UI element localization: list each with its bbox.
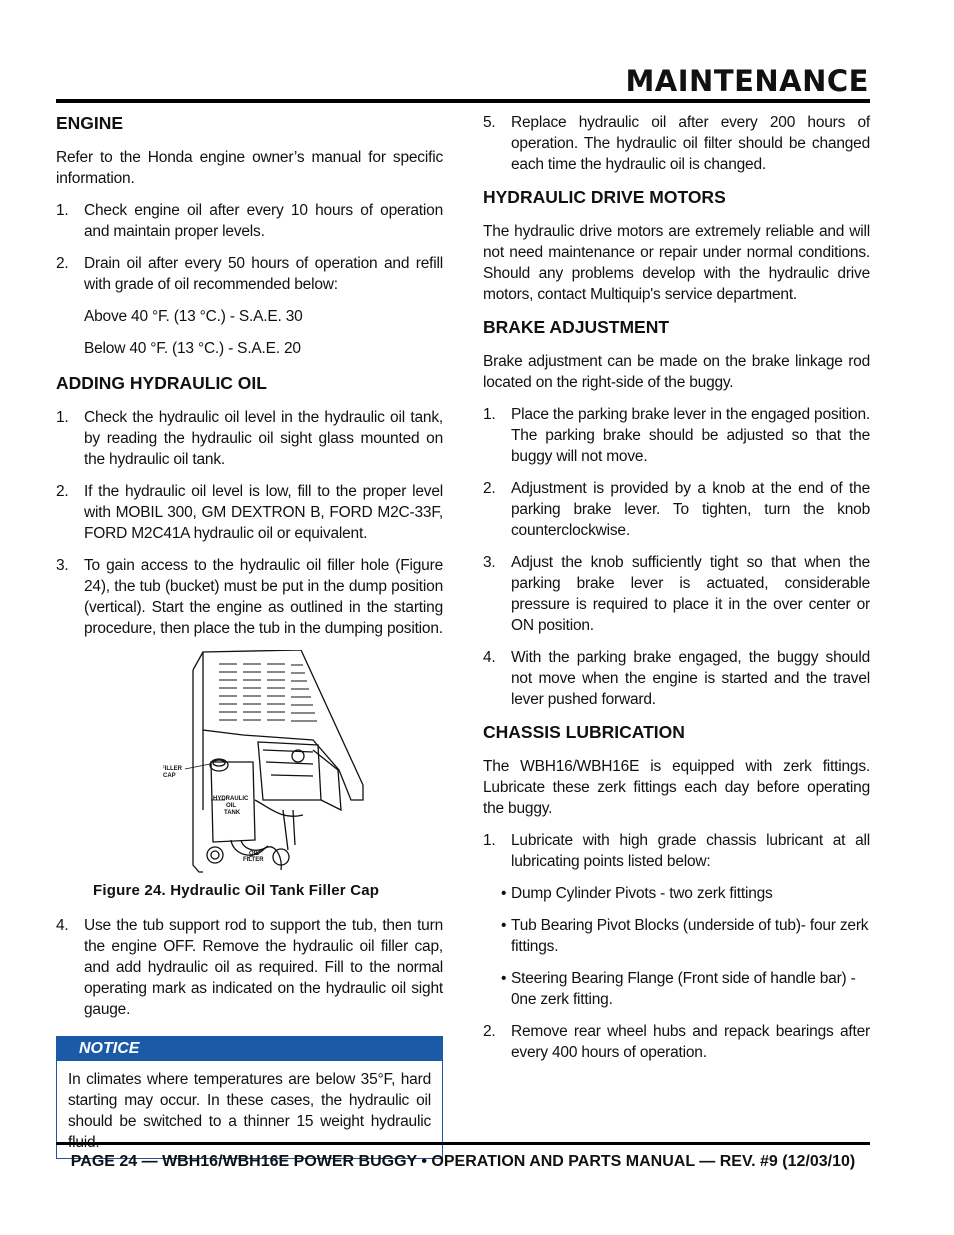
- notice-title: NOTICE: [57, 1037, 442, 1061]
- item-number: 3.: [56, 557, 69, 574]
- item-number: 2.: [483, 1023, 496, 1040]
- item-text: Adjustment is provided by a knob at the end of the parking brake lever. To tighten, turn the knob counterclockwise.: [511, 480, 870, 539]
- list-item: [56, 481, 443, 544]
- page-footer: PAGE 24 — WBH16/WBH16E POWER BUGGY • OPERATION AND PARTS MANUAL — REV. #9 (12/03/10): [70, 1153, 856, 1170]
- label-filler-cap-1: FILLER: [163, 766, 182, 772]
- label-tank-3: TANK: [224, 810, 241, 816]
- left-column: [56, 112, 443, 1159]
- item-number: 1.: [56, 202, 69, 219]
- list-item: [483, 404, 870, 467]
- list-item: [56, 555, 443, 639]
- footer-rule: [56, 1142, 870, 1145]
- item-text: Replace hydraulic oil after every 200 hours of operation. The hydraulic oil filter should be changed each time the hydraulic oil is changed.: [511, 114, 870, 173]
- item-number: 1.: [483, 832, 496, 849]
- item-text: Lubricate with high grade chassis lubricant at all lubricating points listed below:: [511, 832, 870, 870]
- list-item: [483, 552, 870, 636]
- item-number: 1.: [56, 409, 69, 426]
- section-heading-engine: ENGINE: [56, 113, 124, 133]
- item-number: 3.: [483, 554, 496, 571]
- list-item: [56, 200, 443, 242]
- bullet-text: Tub Bearing Pivot Blocks (underside of tub)- four zerk fittings.: [511, 917, 869, 955]
- item-number: 2.: [56, 483, 69, 500]
- item-text: To gain access to the hydraulic oil filler hole (Figure 24), the tub (bucket) must be put in the dump position (vertical). Start the engine as outlined in the starting procedure, then place the tub in the dumping position.: [84, 557, 443, 637]
- section-heading-brake-adjustment: BRAKE ADJUSTMENT: [483, 317, 670, 337]
- bullet-icon: •: [501, 970, 507, 987]
- label-filter-2: FILTER: [243, 857, 264, 863]
- item-text: Check engine oil after every 10 hours of operation and maintain proper levels.: [84, 202, 443, 240]
- item-number: 4.: [483, 649, 496, 666]
- oil-grade-below: Below 40 °F. (13 °C.) - S.A.E. 20: [84, 340, 301, 357]
- list-item: [56, 253, 443, 295]
- brake-intro: Brake adjustment can be made on the brake linkage rod located on the right-side of the buggy.: [483, 353, 870, 391]
- item-number: 5.: [483, 114, 496, 131]
- chassis-intro: The WBH16/WBH16E is equipped with zerk fittings. Lubricate these zerk fittings each day before operating the buggy.: [483, 758, 870, 817]
- item-text: Check the hydraulic oil level in the hydraulic oil tank, by reading the hydraulic oil sight glass mounted on the hydraulic oil tank.: [84, 409, 443, 468]
- list-item: [483, 112, 870, 175]
- bullet-text: Steering Bearing Flange (Front side of handle bar) - 0ne zerk fitting.: [511, 970, 856, 1008]
- section-heading-hydraulic-drive-motors: HYDRAULIC DRIVE MOTORS: [483, 187, 726, 207]
- label-filter-1: OIL: [249, 851, 259, 857]
- list-item: [56, 915, 443, 1020]
- list-item: [483, 478, 870, 541]
- list-item: [483, 647, 870, 710]
- notice-box: [56, 1036, 443, 1159]
- list-item: [483, 1021, 870, 1063]
- motors-text: The hydraulic drive motors are extremely reliable and will not need maintenance or repair under normal conditions. Should any problems develop with the hydraulic drive motors, contact Multiquip's service department.: [483, 223, 870, 303]
- page-title: MAINTENANCE: [625, 64, 869, 98]
- item-number: 2.: [483, 480, 496, 497]
- bullet-icon: •: [501, 885, 507, 902]
- bullet-icon: •: [501, 917, 507, 934]
- bullet-item: [501, 915, 870, 957]
- oil-grade-above: Above 40 °F. (13 °C.) - S.A.E. 30: [84, 308, 303, 325]
- header-rule: [56, 99, 870, 103]
- item-text: Place the parking brake lever in the engaged position. The parking brake should be adjusted so that the buggy will not move.: [511, 406, 870, 465]
- notice-text: In climates where temperatures are below 35°F, hard starting may occur. In these cases, the hydraulic oil should be switched to a thinner 15 weight hydraulic: [68, 1071, 431, 1130]
- item-number: 4.: [56, 917, 69, 934]
- item-text: Use the tub support rod to support the tub, then turn the engine OFF. Remove the hydraulic oil filler cap, and add hydraulic oil as required. Fill to the normal operating mark as indicated on the hydraulic oil sight gauge.: [84, 917, 443, 1018]
- section-heading-chassis-lubrication: CHASSIS LUBRICATION: [483, 722, 685, 742]
- right-column: [483, 112, 870, 1074]
- figure-hydraulic-oil-tank: [163, 650, 365, 880]
- label-filler-cap-2: CAP: [163, 773, 176, 779]
- figure-caption: Figure 24. Hydraulic Oil Tank Filler Cap: [93, 882, 380, 899]
- bullet-text: Dump Cylinder Pivots - two zerk fittings: [511, 885, 773, 902]
- item-number: 1.: [483, 406, 496, 423]
- list-item: [56, 407, 443, 470]
- label-tank-2: OIL: [226, 803, 236, 809]
- item-text: Adjust the knob sufficiently tight so that when the parking brake lever is actuated, considerable pressure is required to place it in the over center or ON position.: [511, 554, 870, 634]
- section-heading-adding-hydraulic-oil: ADDING HYDRAULIC OIL: [56, 373, 267, 393]
- item-text: Remove rear wheel hubs and repack bearings after every 400 hours of operation.: [511, 1023, 870, 1061]
- bullet-item: [501, 883, 870, 904]
- item-text: With the parking brake engaged, the buggy should not move when the engine is started and the travel lever pushed forward.: [511, 649, 870, 708]
- list-item: [483, 830, 870, 872]
- engine-intro: Refer to the Honda engine owner’s manual for specific information.: [56, 149, 443, 187]
- item-number: 2.: [56, 255, 69, 272]
- bullet-item: [501, 968, 870, 1010]
- hydraulic-tank-illustration: [163, 650, 365, 880]
- item-text: Drain oil after every 50 hours of operation and refill with grade of oil recommended below:: [84, 255, 443, 293]
- label-tank-1: HYDRAULIC: [213, 796, 249, 802]
- item-text: If the hydraulic oil level is low, fill to the proper level with MOBIL 300, GM DEXTRON B, FORD M2C-33F, FORD M2C41A hydraulic oil or equivalent.: [84, 483, 443, 542]
